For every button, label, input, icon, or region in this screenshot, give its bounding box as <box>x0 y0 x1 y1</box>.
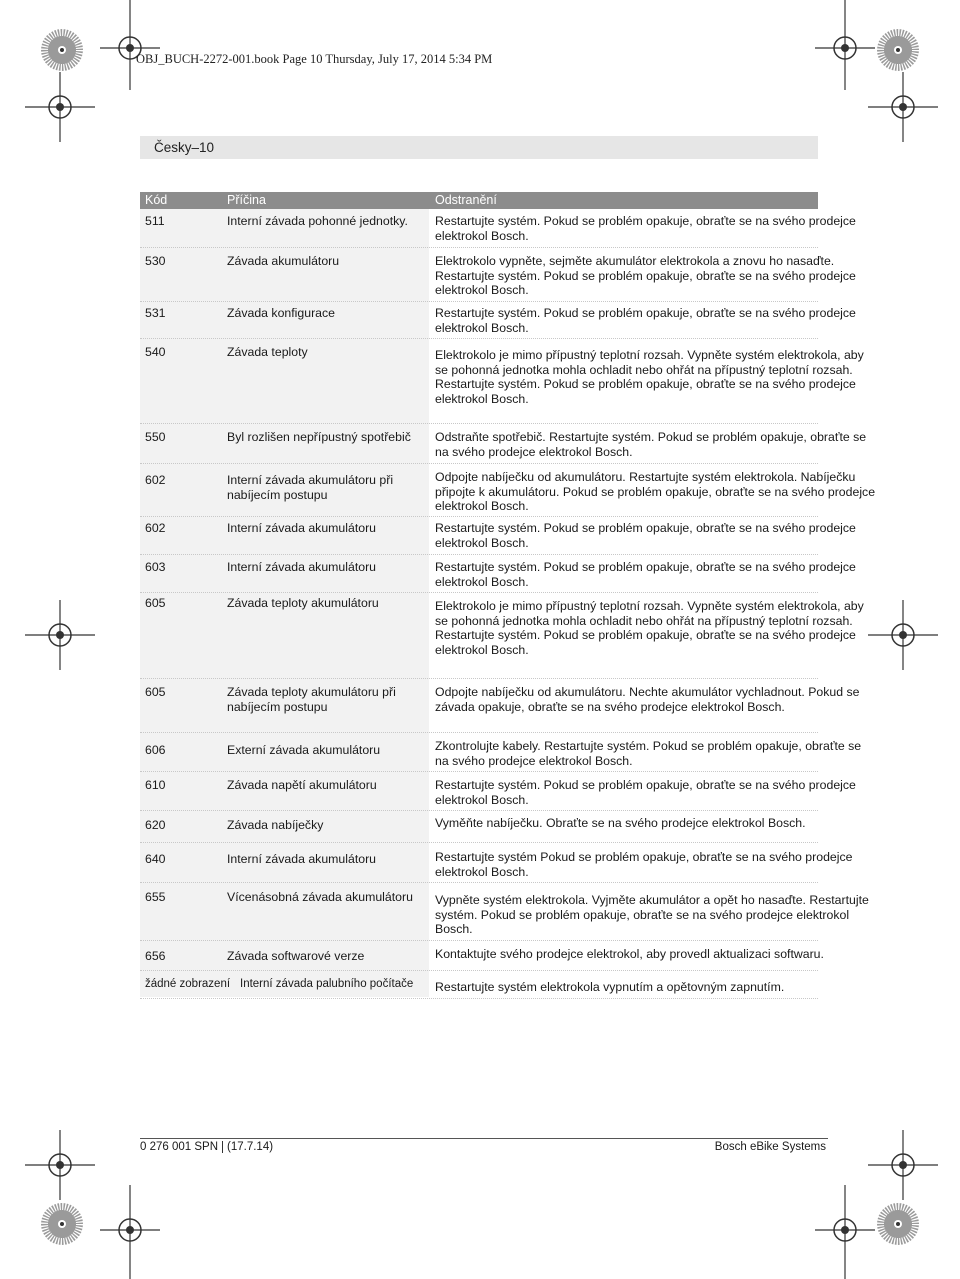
row-divider <box>140 771 818 772</box>
footer-date: (17.7.14) <box>227 1141 274 1153</box>
column-header-code: Kód <box>145 193 168 207</box>
error-cause: Interní závada pohonné jednotky. <box>227 214 408 228</box>
error-cause: Závada teploty akumulátoru <box>227 596 379 610</box>
row-divider <box>140 810 818 811</box>
row-divider <box>140 423 818 424</box>
error-code: 540 <box>145 345 166 359</box>
row-divider <box>140 554 818 555</box>
error-code: žádné zobrazení <box>145 978 231 990</box>
error-cause: Závada akumulátoru <box>227 254 340 268</box>
error-code: 655 <box>145 890 166 904</box>
footer-brand: Bosch eBike Systems <box>714 1141 826 1153</box>
starburst-mark-icon <box>876 1202 920 1246</box>
error-code: 603 <box>145 560 166 574</box>
error-remedy: Elektrokolo je mimo přípustný teplotní rozsah. Vypněte systém elektrokola, aby se pohonná jednotka mohla ochladit nebo ohřát na přípustný teplotní rozsah. Restartujte systém. Pokud se problém opakuje, obraťte se na svého prodejce elektrokol Bosch. <box>435 599 864 657</box>
error-remedy: Odstraňte spotřebič. Restartujte systém. Pokud se problém opakuje, obraťte se na svého prodejce elektrokol Bosch. <box>435 430 867 459</box>
error-remedy: Odpojte nabíječku od akumulátoru. Nechte akumulátor vychladnout. Pokud se závada opakuje, obraťte se na svého prodejce elektrokol Bosch. <box>435 685 860 714</box>
error-code: 610 <box>145 778 166 792</box>
error-code: 602 <box>145 521 166 535</box>
error-remedy: Restartujte systém Pokud se problém opakuje, obraťte se na svého prodejce elektrokol Bosch. <box>435 850 853 879</box>
row-divider <box>140 732 818 733</box>
registration-mark-icon <box>25 72 95 142</box>
starburst-mark-icon <box>40 28 84 72</box>
error-remedy: Elektrokolo vypněte, sejměte akumulátor elektrokola a znovu ho nasaďte. Restartujte systém. Pokud se problém opakuje, obraťte se na svého prodejce elektrokol Bosch. <box>435 254 856 298</box>
row-divider <box>140 940 818 941</box>
registration-mark-icon <box>95 0 165 100</box>
error-remedy: Vyměňte nabíječku. Obraťte se na svého prodejce elektrokol Bosch. <box>435 816 806 830</box>
error-remedy: Restartujte systém. Pokud se problém opakuje, obraťte se na svého prodejce elektrokol Bosch. <box>435 521 856 550</box>
error-code: 530 <box>145 254 166 268</box>
error-cause: Závada teploty <box>227 345 308 359</box>
error-code: 602 <box>145 473 166 487</box>
row-divider <box>140 301 818 302</box>
error-cause: Interní závada akumulátoru <box>227 560 377 574</box>
error-cause: Interní závada akumulátoru <box>227 521 377 535</box>
row-divider <box>140 998 818 999</box>
error-cause: Vícenásobná závada akumulátoru <box>227 890 413 904</box>
error-remedy: Elektrokolo je mimo přípustný teplotní rozsah. Vypněte systém elektrokola, aby se pohonná jednotka mohla ochladit nebo ohřát na přípustný teplotní rozsah. Restartujte systém. Pokud se problém opakuje, obraťte se na svého prodejce elektrokol Bosch. <box>435 348 864 406</box>
error-code: 511 <box>145 214 165 228</box>
error-remedy: Kontaktujte svého prodejce elektrokol, aby provedl aktualizaci softwaru. <box>435 947 824 961</box>
section-title: Česky–10 <box>140 136 818 159</box>
row-divider <box>140 592 818 593</box>
row-divider <box>140 842 818 843</box>
error-cause: Interní závada akumulátoru při nabíjecím postupu <box>227 473 394 502</box>
footer-doc-number: 0 276 001 SPN <box>140 1141 219 1153</box>
error-remedy: Restartujte systém. Pokud se problém opakuje, obraťte se na svého prodejce elektrokol Bosch. <box>435 306 856 335</box>
row-divider <box>140 463 818 464</box>
error-code: 605 <box>145 596 166 610</box>
error-remedy: Restartujte systém. Pokud se problém opakuje, obraťte se na svého prodejce elektrokol Bosch. <box>435 778 856 807</box>
error-cause: Závada softwarové verze <box>227 949 365 963</box>
row-divider <box>140 516 818 517</box>
column-header-remedy: Odstranění <box>435 193 497 207</box>
error-cause: Závada teploty akumulátoru při nabíjecím postupu <box>227 685 396 714</box>
row-divider <box>140 338 818 339</box>
footer-doc-info <box>140 1141 273 1153</box>
error-remedy: Odpojte nabíječku od akumulátoru. Restartujte systém elektrokola. Nabíječku připojte k akumulátoru. Pokud se problém opakuje, obraťte se na svého prodejce elektrokol Bosch. <box>435 470 876 514</box>
error-cause: Závada napětí akumulátoru <box>227 778 377 792</box>
row-divider <box>140 247 818 248</box>
column-header-cause: Příčina <box>227 193 266 207</box>
error-remedy: Zkontrolujte kabely. Restartujte systém. Pokud se problém opakuje, obraťte se na svého prodejce elektrokol Bosch. <box>435 739 862 768</box>
table-header <box>140 192 818 209</box>
error-code: 640 <box>145 852 166 866</box>
error-cause: Závada nabíječky <box>227 818 324 832</box>
error-remedy: Vypněte systém elektrokola. Vyjměte akumulátor a opět ho nasaďte. Restartujte systém. Pokud se problém opakuje, obraťte se na svého prodejce elektrokol Bosch. <box>435 893 869 937</box>
row-divider <box>140 970 818 971</box>
starburst-mark-icon <box>876 28 920 72</box>
book-info-line: OBJ_BUCH-2272-001.book Page 10 Thursday, July 17, 2014 5:34 PM <box>136 52 493 66</box>
registration-mark-icon <box>868 600 938 670</box>
error-code: 656 <box>145 949 166 963</box>
error-remedy: Restartujte systém elektrokola vypnutím a opětovným zapnutím. <box>435 980 785 994</box>
error-code: 550 <box>145 430 166 444</box>
error-code: 605 <box>145 685 166 699</box>
registration-mark-icon <box>25 600 95 670</box>
footer-rule <box>140 1138 828 1139</box>
error-cause: Byl rozlišen nepřípustný spotřebič <box>227 430 411 444</box>
error-cause: Externí závada akumulátoru <box>227 743 381 757</box>
error-code: 531 <box>145 306 166 320</box>
starburst-mark-icon <box>40 1202 84 1246</box>
error-remedy: Restartujte systém. Pokud se problém opakuje, obraťte se na svého prodejce elektrokol Bosch. <box>435 560 856 589</box>
registration-mark-icon <box>95 1180 165 1279</box>
registration-mark-icon <box>868 72 938 142</box>
row-divider <box>140 678 818 679</box>
error-cause: Interní závada palubního počítače <box>240 978 414 990</box>
error-remedy: Restartujte systém. Pokud se problém opakuje, obraťte se na svého prodejce elektrokol Bosch. <box>435 214 856 243</box>
row-divider <box>140 882 818 883</box>
error-cause: Interní závada akumulátoru <box>227 852 377 866</box>
error-code: 620 <box>145 818 166 832</box>
registration-mark-icon <box>810 1180 880 1279</box>
footer-separator <box>222 1141 223 1153</box>
error-cause: Závada konfigurace <box>227 306 336 320</box>
error-code: 606 <box>145 743 166 757</box>
registration-mark-icon <box>25 1130 95 1200</box>
